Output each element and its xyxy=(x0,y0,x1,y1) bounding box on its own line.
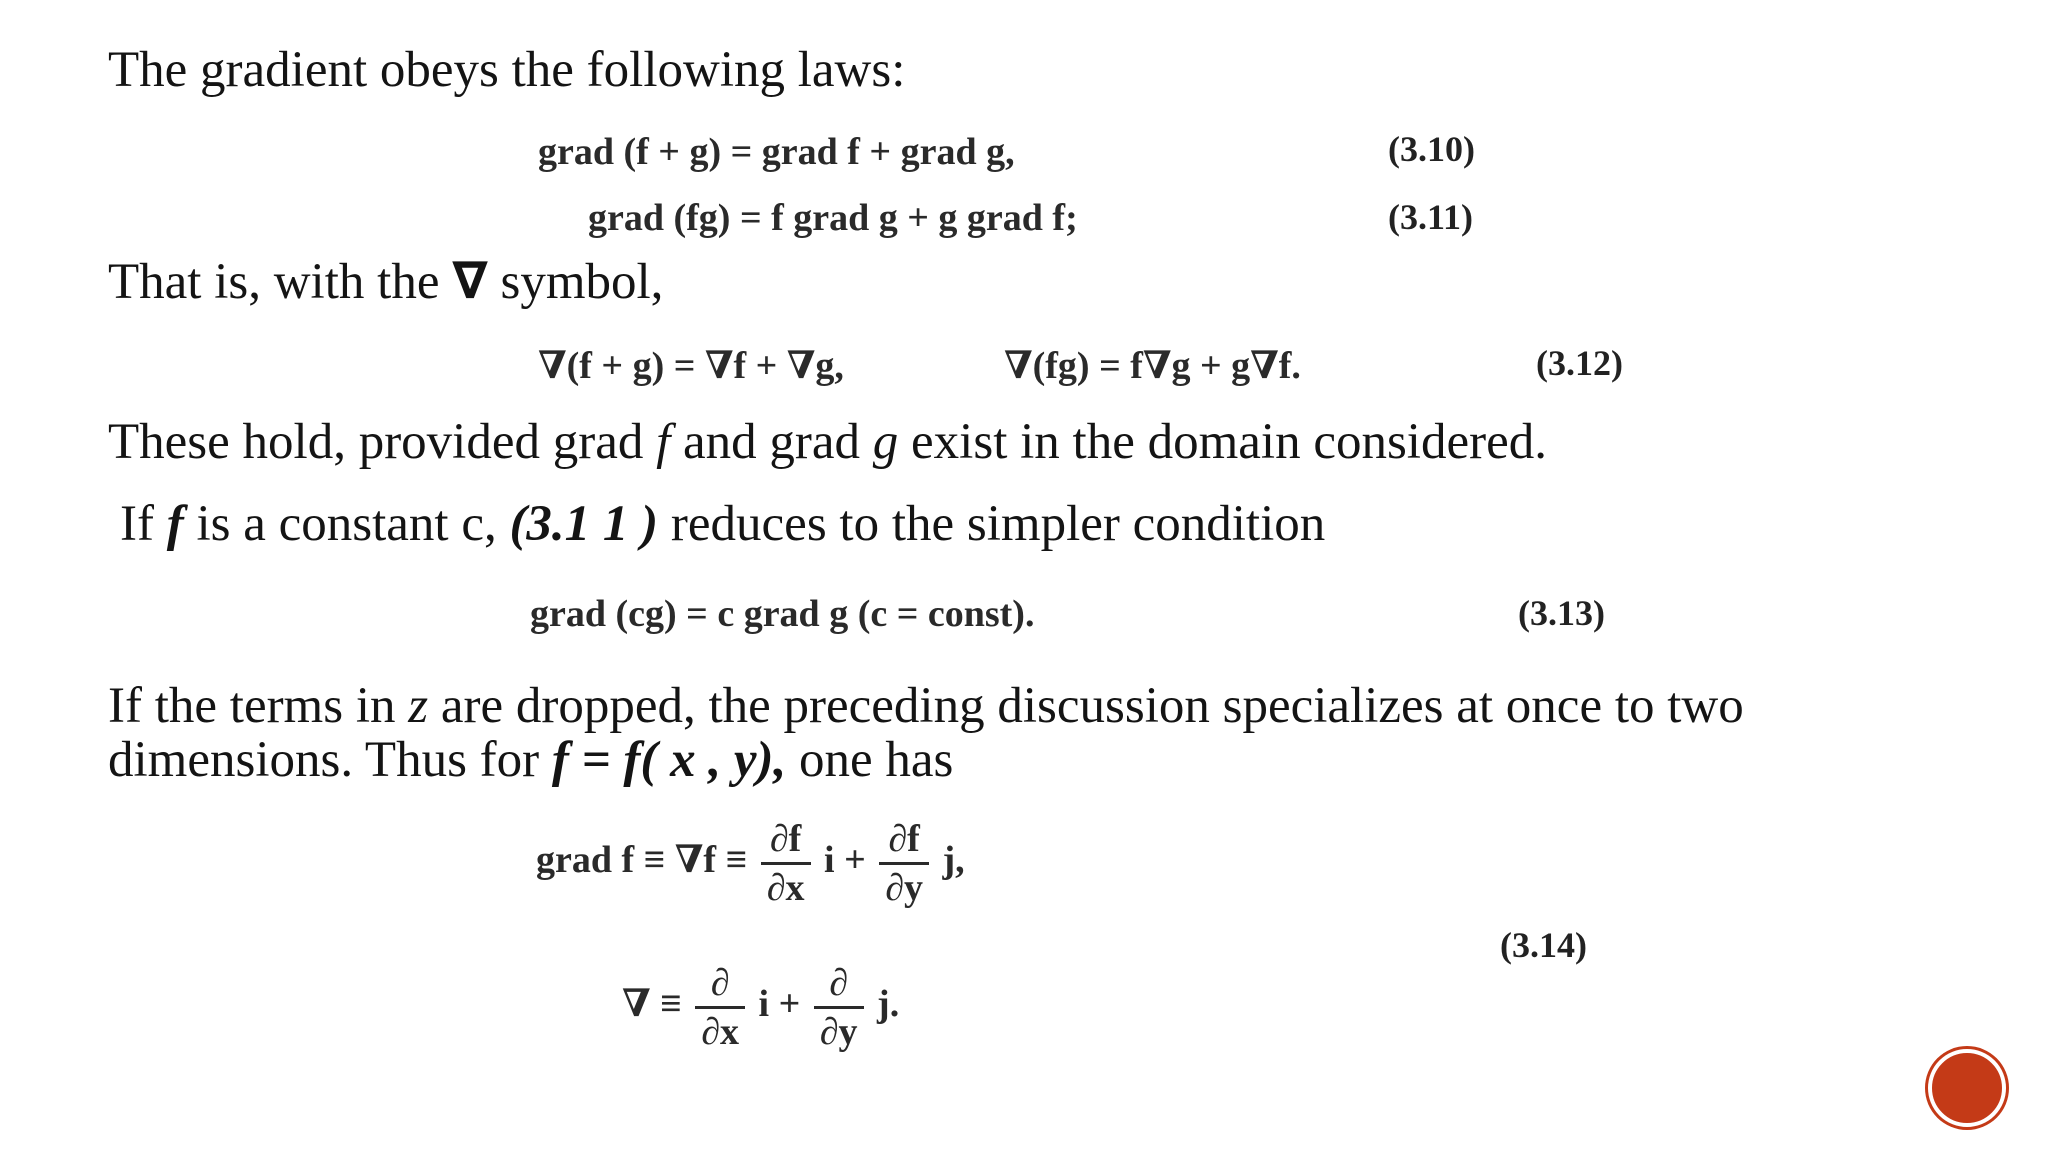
domain-text-c: exist in the domain considered. xyxy=(898,414,1547,470)
slide-nav-button[interactable] xyxy=(1928,1049,2006,1127)
constant-text-c: reduces to the simpler condition xyxy=(658,496,1326,552)
nabla-intro-line xyxy=(108,254,663,310)
equation-reference: (3.1 1 ) xyxy=(509,496,659,552)
fraction-denominator: ∂y xyxy=(819,1011,858,1053)
equation-number-3-10: (3.10) xyxy=(1388,129,1475,169)
nabla-symbol: ∇ xyxy=(452,252,488,311)
nabla-lhs: ∇ ≡ xyxy=(622,983,682,1026)
fraction-df-dy xyxy=(879,816,929,911)
equation-3-14-nabla xyxy=(622,960,899,1055)
fraction-numerator: ∂f xyxy=(761,816,811,865)
nabla-end: j. xyxy=(877,983,900,1026)
equation-3-10: grad (f + g) = grad f + grad g, xyxy=(538,131,1015,173)
domain-var-f: f xyxy=(656,414,671,470)
equation-3-12-sum: ∇(f + g) = ∇f + ∇g, xyxy=(538,345,844,387)
fraction-denominator: ∂y xyxy=(885,867,924,909)
constant-var-f: f xyxy=(166,496,184,552)
two-dim-function: f = f( x , y), xyxy=(551,732,787,788)
equation-number-3-12: (3.12) xyxy=(1536,343,1623,383)
two-dim-var-z: z xyxy=(408,678,429,734)
constant-text-a: If xyxy=(120,496,167,552)
gradient-mid: i + xyxy=(824,839,866,882)
fraction-numerator: ∂ xyxy=(814,960,864,1009)
equation-number-3-13: (3.13) xyxy=(1518,593,1605,633)
equation-3-13: grad (cg) = c grad g (c = const). xyxy=(530,593,1035,635)
equation-number-3-11: (3.11) xyxy=(1388,197,1473,237)
two-dim-text-a: If the terms in xyxy=(108,678,409,734)
gradient-lhs: grad f ≡ ∇f ≡ xyxy=(536,839,748,882)
constant-condition-line xyxy=(120,496,1325,552)
equation-3-14-gradient xyxy=(536,816,965,911)
domain-var-g: g xyxy=(872,414,899,470)
constant-text-b: is a constant c, xyxy=(183,496,510,552)
two-dim-text-d: one has xyxy=(786,732,954,788)
intro-line: The gradient obeys the following laws: xyxy=(108,42,906,98)
equation-3-11: grad (fg) = f grad g + g grad f; xyxy=(588,197,1078,239)
two-dim-text-c: dimensions. Thus for xyxy=(108,732,552,788)
fraction-numerator: ∂f xyxy=(879,816,929,865)
nabla-intro-text-a: That is, with the xyxy=(108,254,453,310)
two-dimensions-line-2 xyxy=(108,732,953,788)
two-dimensions-line-1 xyxy=(108,678,1744,734)
nabla-intro-text-b: symbol, xyxy=(487,254,664,310)
fraction-df-dx xyxy=(761,816,811,911)
gradient-end: j, xyxy=(942,839,965,882)
fraction-denominator: ∂x xyxy=(766,867,805,909)
fraction-d-dy xyxy=(814,960,864,1055)
fraction-numerator: ∂ xyxy=(695,960,745,1009)
fraction-d-dx xyxy=(695,960,745,1055)
fraction-denominator: ∂x xyxy=(701,1011,740,1053)
domain-condition-line xyxy=(108,414,1547,470)
nabla-mid: i + xyxy=(758,983,801,1026)
equation-number-3-14: (3.14) xyxy=(1500,925,1587,965)
two-dim-text-b: are dropped, the preceding discussion specializes at once to two xyxy=(428,678,1744,734)
domain-text-b: and grad xyxy=(670,414,873,470)
equation-3-12-product: ∇(fg) = f∇g + g∇f. xyxy=(1004,345,1301,387)
domain-text-a: These hold, provided grad xyxy=(108,414,657,470)
